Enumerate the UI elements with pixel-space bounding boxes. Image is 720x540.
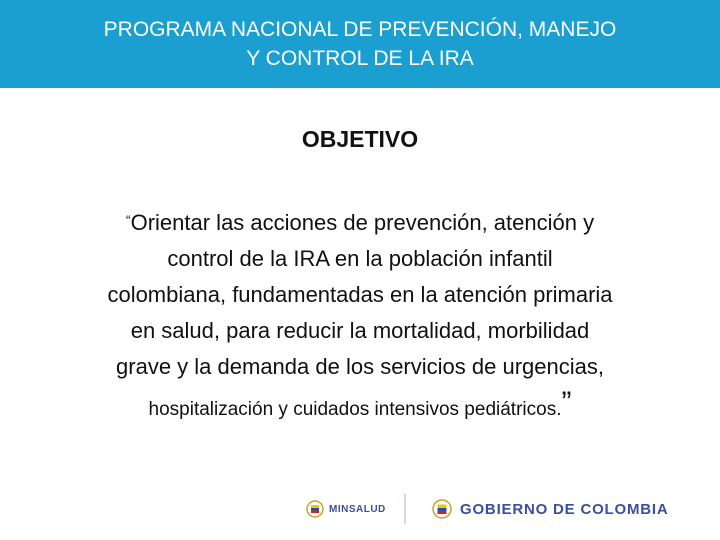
quote-line: “Orientar las acciones de prevención, atención y — [125, 210, 595, 235]
section-heading: OBJETIVO — [301, 126, 419, 152]
gobierno-de-colombia-logo — [406, 494, 669, 524]
header-title-line-1: PROGRAMA NACIONAL DE PREVENCIÓN, MANEJO — [103, 18, 617, 41]
colombia-coat-of-arms-icon — [432, 499, 452, 519]
close-quote-mark: ” — [561, 386, 572, 419]
quote-line: en salud, para reducir la mortalidad, morbilidad — [130, 318, 590, 343]
quote-line: grave y la demanda de los servicios de urgencias, — [116, 354, 604, 379]
open-quote-mark: “ — [125, 212, 131, 228]
quote-line: control de la IRA en la población infantil — [167, 246, 553, 271]
footer-logos — [276, 494, 714, 524]
header-title-line-2: Y CONTROL DE LA IRA — [246, 47, 474, 70]
gobierno-label: GOBIERNO DE COLOMBIA — [460, 500, 669, 518]
header-banner — [0, 0, 720, 88]
minsalud-label: MINSALUD — [329, 503, 386, 515]
quote-line: hospitalización y cuidados intensivos pediátricos.” — [148, 386, 572, 420]
objective-quote — [50, 202, 670, 428]
minsalud-logo — [276, 494, 406, 524]
quote-line: colombiana, fundamentadas en la atención primaria — [107, 282, 613, 307]
colombia-coat-of-arms-icon — [306, 500, 324, 518]
